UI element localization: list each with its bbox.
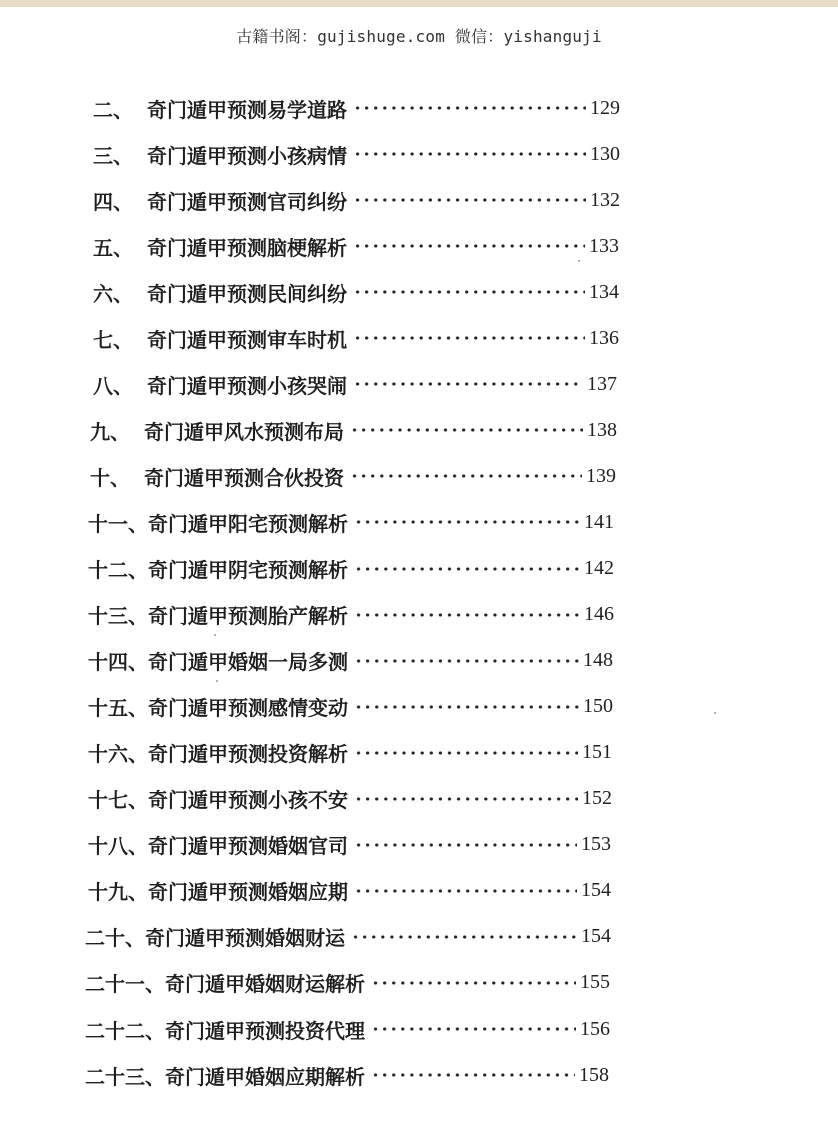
toc-dot-leader [371,981,576,985]
toc-dot-leader [371,1073,575,1077]
toc-entry-title: 奇门遁甲预测合伙投资 [144,465,344,490]
toc-entry-number: 九、 [90,419,130,444]
toc-dot-leader [354,567,580,571]
toc-entry [88,554,614,584]
toc-entry-page: 155 [580,971,610,994]
toc-entry-page: 150 [583,695,613,718]
toc-entry-page: 137 [587,372,617,395]
toc-entry-title: 奇门遁甲预测胎产解析 [148,604,348,629]
toc-entry-title: 奇门遁甲预测审车时机 [147,327,347,352]
toc-entry-title: 奇门遁甲婚姻一局多测 [148,650,348,675]
toc-entry-number: 二、 [93,97,133,122]
toc-entry-number: 十一、 [88,511,148,536]
toc-dot-leader [354,705,579,709]
toc-entry-number: 二十一、 [85,972,165,997]
toc-entry-title: 奇门遁甲风水预测布局 [144,419,344,444]
toc-entry-number: 十四、 [88,650,148,675]
toc-entry [88,738,612,768]
toc-entry-number: 十五、 [88,696,148,721]
toc-entry-page: 151 [582,741,612,764]
toc-entry-page: 132 [590,188,620,211]
toc-entry-title: 奇门遁甲阴宅预测解析 [148,558,348,582]
toc-dot-leader [354,751,578,755]
toc-entry-page: 141 [584,510,614,533]
toc-entry [88,600,614,630]
toc-dot-leader [353,336,585,340]
toc-entry-page: 129 [590,96,620,119]
toc-entry-page: 139 [586,464,616,487]
scan-speck [216,680,218,682]
toc-entry [88,692,613,722]
toc-entry-number: 十六、 [88,742,148,767]
toc-entry [93,93,620,123]
toc-entry-title: 奇门遁甲预测官司纠纷 [147,189,347,214]
toc-entry-number: 六、 [93,281,133,306]
toc-entry-number: 四、 [93,189,133,214]
toc-entry-number: 十八、 [88,834,148,859]
toc-entry-number: 十二、 [88,558,148,582]
toc-entry-title: 奇门遁甲预测小孩哭闹 [147,373,347,398]
scan-speck [214,634,216,636]
toc-entry [90,461,616,491]
toc-entry [85,922,611,952]
toc-entry-title: 奇门遁甲预测民间纠纷 [147,281,347,306]
toc-entry-title: 奇门遁甲婚姻财运解析 [165,972,365,997]
toc-entry-title: 奇门遁甲预测婚姻官司 [148,834,348,859]
toc-entry-number: 十九、 [88,880,148,905]
toc-entry-number: 十、 [90,465,130,490]
toc-entry [88,507,614,537]
toc-entry-title: 奇门遁甲预测投资解析 [148,742,348,767]
toc-entry-page: 148 [583,649,613,672]
toc-entry-page: 130 [590,142,620,165]
toc-entry-page: 152 [582,787,612,810]
scan-speck [714,712,716,714]
toc-entry [85,968,610,998]
toc-entry-title: 奇门遁甲预测婚姻应期 [148,880,348,905]
toc-dot-leader [354,843,577,847]
toc-dot-leader [354,659,579,663]
toc-entry [90,415,617,445]
toc-dot-leader [353,198,586,202]
toc-entry-page: 136 [589,326,619,349]
toc-entry-title: 奇门遁甲预测易学道路 [147,97,347,122]
toc-entry-title: 奇门遁甲阳宅预测解析 [148,511,348,536]
scan-speck [578,260,580,262]
toc-entry [93,139,620,169]
toc-entry-number: 二十、 [85,926,145,951]
toc-entry-number: 十七、 [88,788,148,813]
toc-entry [85,1014,610,1044]
toc-dot-leader [351,935,577,939]
toc-entry-page: 156 [580,1017,610,1040]
toc-entry-title: 奇门遁甲预测感情变动 [148,696,348,721]
toc-dot-leader [354,889,577,893]
toc-dot-leader [350,474,582,478]
toc-dot-leader [353,290,585,294]
toc-entry-page: 153 [581,833,611,856]
toc-entry-page: 154 [581,879,611,902]
toc-entry-number: 七、 [93,327,133,352]
toc-entry [88,876,611,906]
toc-entry [85,1060,609,1090]
toc-entry [88,646,613,676]
toc-dot-leader [353,106,586,110]
toc-entry-number: 三、 [93,143,133,168]
toc-entry-title: 奇门遁甲婚姻应期解析 [165,1064,365,1089]
toc-entry-page: 158 [579,1063,609,1086]
toc-entry [93,369,617,399]
toc-entry [93,185,620,215]
toc-entry [88,784,612,814]
toc-entry-title: 奇门遁甲预测投资代理 [165,1018,365,1043]
toc-dot-leader [354,613,580,617]
toc-entry-page: 138 [587,418,617,441]
toc-entry-page: 133 [589,234,619,257]
toc-entry-title: 奇门遁甲预测小孩不安 [148,788,348,813]
toc-entry-page: 134 [589,280,619,303]
toc-entry-page: 154 [581,925,611,948]
toc-entry-number: 十三、 [88,604,148,629]
toc-dot-leader [354,797,578,801]
toc-entry-number: 二十二、 [85,1018,165,1043]
toc-entry-number: 八、 [93,373,133,398]
toc-dot-leader [353,244,585,248]
toc-entry [88,830,611,860]
toc-entry-page: 146 [584,603,614,626]
toc-dot-leader [353,152,586,156]
watermark-text: 古籍书阁：gujishuge.com 微信：yishanguji [236,27,602,46]
toc-entry-title: 奇门遁甲预测脑梗解析 [147,235,347,260]
toc-dot-leader [371,1027,576,1031]
toc-entry [93,231,619,261]
toc-entry-title: 奇门遁甲预测婚姻财运 [145,926,345,951]
toc-dot-leader [350,428,583,432]
toc-entry-page: 142 [584,557,614,579]
toc-dot-leader [353,382,583,386]
toc-entry-number: 五、 [93,235,133,260]
toc-dot-leader [354,520,580,524]
toc-entry [93,277,619,307]
toc-entry [93,323,619,353]
toc-entry-number: 二十三、 [85,1064,165,1089]
toc-entry-title: 奇门遁甲预测小孩病情 [147,143,347,168]
